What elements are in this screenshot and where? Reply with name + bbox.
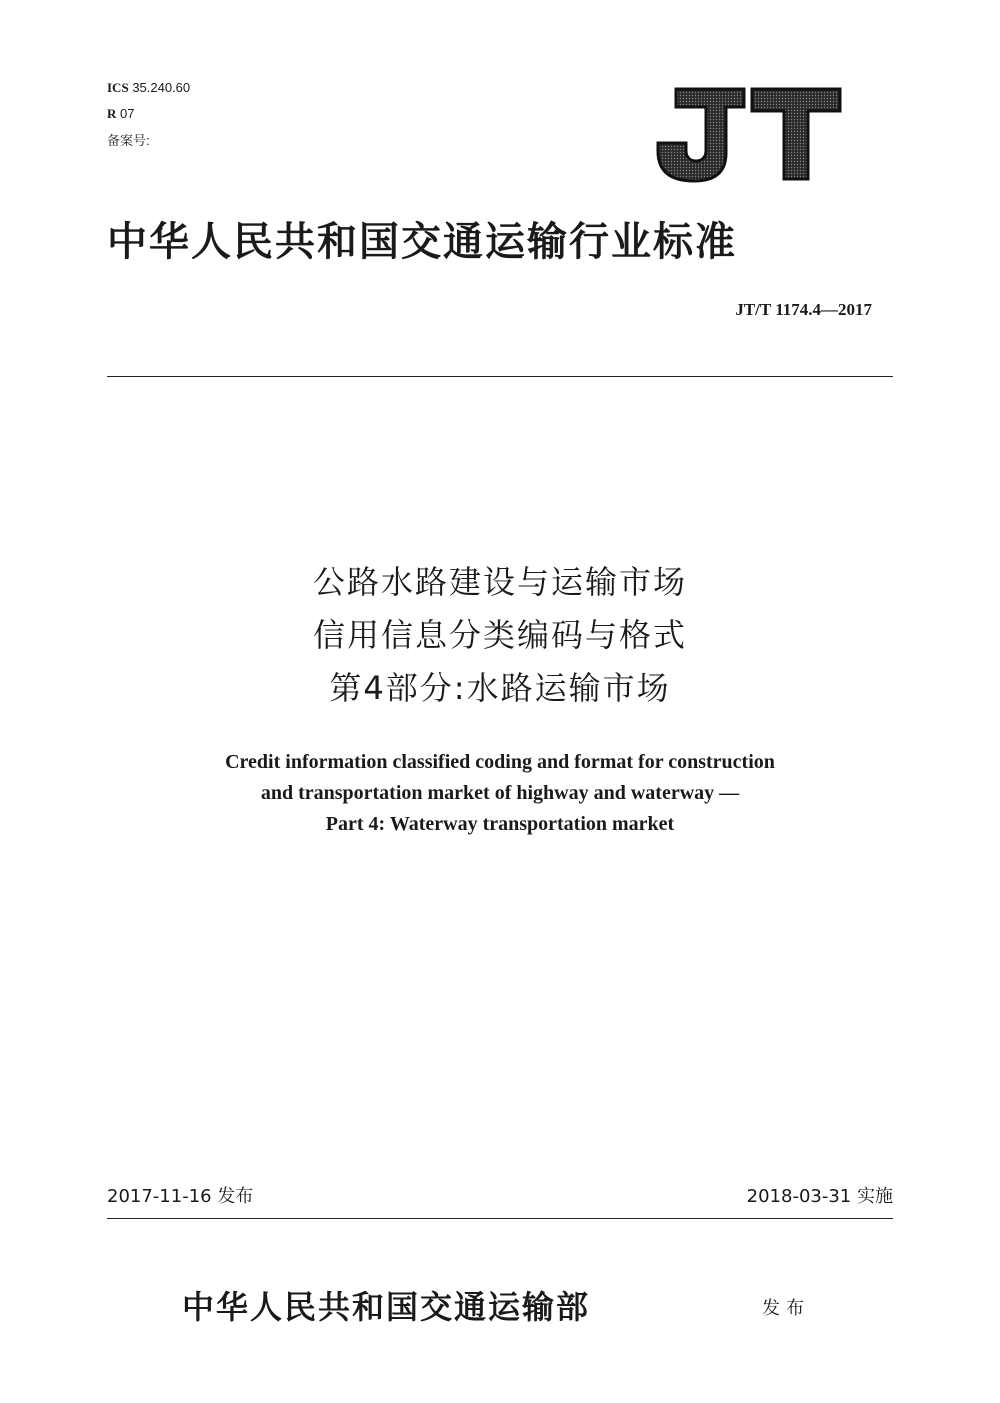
chinese-title-line-3: 第4部分:水路运输市场 xyxy=(329,669,671,707)
ics-code xyxy=(107,80,190,96)
publisher-name: 中华人民共和国交通运输部 xyxy=(182,1288,591,1326)
ics-label: ICS xyxy=(107,80,129,95)
record-number xyxy=(107,133,150,149)
english-title-line-1: Credit information classified coding and format for construction xyxy=(225,751,775,773)
standard-number: JT/T 1174.4—2017 xyxy=(735,300,872,319)
standard-category-title: 中华人民共和国交通运输行业标准 xyxy=(107,218,737,265)
top-divider xyxy=(107,376,893,377)
class-value: 07 xyxy=(120,106,135,121)
record-label: 备案号: xyxy=(107,133,150,148)
english-title-line-2: and transportation market of highway and waterway — xyxy=(260,782,740,804)
class-label: R xyxy=(107,106,117,121)
issue-date: 2017-11-16 发布 xyxy=(107,1186,254,1207)
effective-date: 2018-03-31 实施 xyxy=(746,1186,893,1207)
english-title-line-3: Part 4: Waterway transportation market xyxy=(325,813,675,835)
chinese-title-line-2: 信用信息分类编码与格式 xyxy=(312,616,687,654)
classification-code xyxy=(107,106,134,122)
jt-logo xyxy=(652,85,844,185)
publish-label: 发布 xyxy=(762,1298,810,1319)
chinese-title-line-1: 公路水路建设与运输市场 xyxy=(312,563,687,601)
bottom-divider xyxy=(107,1218,893,1219)
ics-value: 35.240.60 xyxy=(132,80,191,95)
